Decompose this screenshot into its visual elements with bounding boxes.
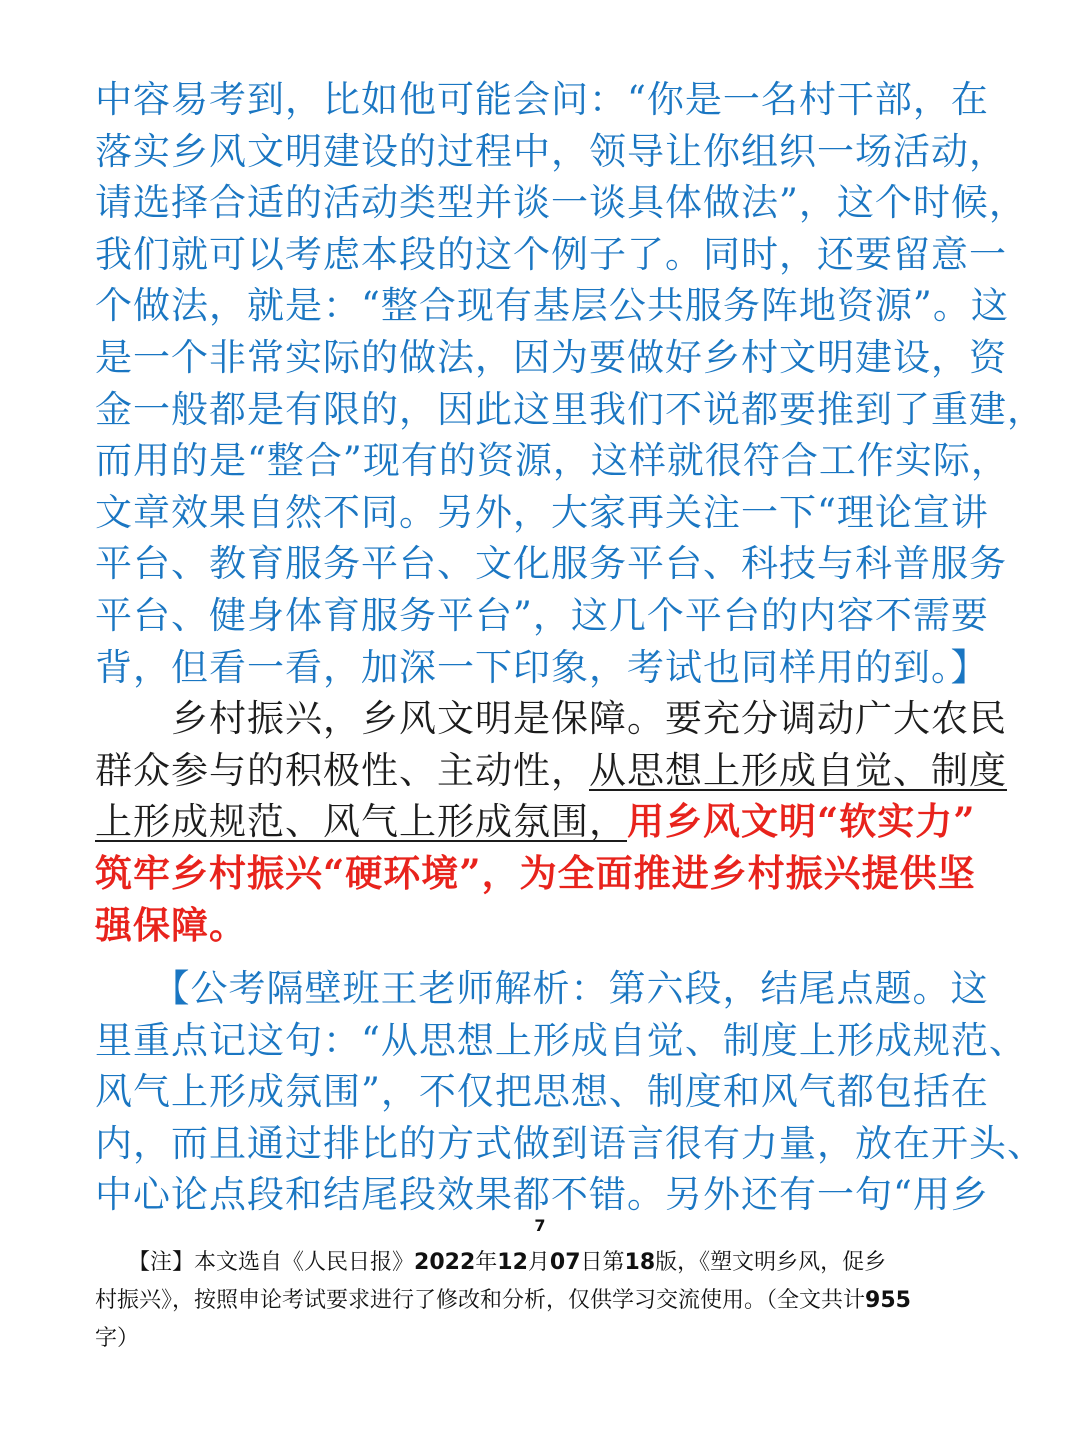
analysis-line: 是一个非常实际的做法，因为要做好乡村文明建设，资 bbox=[95, 335, 1007, 379]
underlined-key-sentence: 上形成规范、风气上形成氛围， bbox=[95, 800, 627, 844]
underlined-key-sentence: 从思想上形成自觉、制度 bbox=[589, 748, 1007, 792]
source-note bbox=[95, 1244, 987, 1358]
analysis-line: 请选择合适的活动类型并谈一谈具体做法”，这个时候， bbox=[95, 181, 1027, 225]
highlight-line: 筑牢乡村振兴“硬环境”，为全面推进乡村振兴提供坚 bbox=[95, 850, 976, 895]
analysis-paragraph-continued bbox=[95, 74, 1045, 693]
note-line: 村振兴》，按照申论考试要求进行了修改和分析，仅供学习交流使用。（全文共计955 bbox=[95, 1288, 911, 1313]
analysis-line: 文章效果自然不同。另外，大家再关注一下“理论宣讲 bbox=[95, 490, 989, 534]
note-prefix: 【注】本文选自《人民日报》 bbox=[95, 1250, 415, 1275]
note-edition: 18 bbox=[624, 1250, 656, 1275]
analysis-line: 【公考隔壁班王老师解析：第六段，结尾点题。这 bbox=[95, 967, 989, 1011]
highlight-line: 强保障。 bbox=[95, 902, 247, 947]
analysis-line: 内，而且通过排比的方式做到语言很有力量，放在开头、 bbox=[95, 1121, 1045, 1165]
body-line bbox=[95, 745, 1007, 797]
analysis-line: 背，但看一看，加深一下印象，考试也同样用的到。】 bbox=[95, 645, 989, 689]
paragraph-six bbox=[95, 693, 1007, 951]
note-word-count: 955 bbox=[865, 1288, 911, 1313]
note-day: 07 bbox=[549, 1250, 581, 1275]
note-year: 2022 bbox=[414, 1250, 476, 1275]
analysis-line: 金一般都是有限的，因此这里我们不说都要推到了重建， bbox=[95, 387, 1045, 431]
analysis-line: 我们就可以考虑本段的这个例子了。同时，还要留意一 bbox=[95, 232, 1007, 276]
analysis-line: 个做法，就是：“整合现有基层公共服务阵地资源”。这 bbox=[95, 284, 1009, 328]
note-line: 字） bbox=[95, 1326, 140, 1351]
analysis-line: 里重点记这句：“从思想上形成自觉、制度上形成规范、 bbox=[95, 1018, 1027, 1062]
body-line: 乡村振兴，乡风文明是保障。要充分调动广大农民 bbox=[95, 697, 1007, 741]
note-line: 【注】本文选自《人民日报》2022年12月07日第18版，《塑文明乡风，促乡 bbox=[95, 1250, 887, 1275]
note-month: 12 bbox=[497, 1250, 528, 1275]
highlight-sentence: 用乡风文明“软实力” bbox=[627, 799, 976, 844]
analysis-line: 落实乡风文明建设的过程中，领导让你组织一场活动， bbox=[95, 129, 1007, 173]
analysis-paragraph-six bbox=[95, 963, 1045, 1221]
page-number: 7 bbox=[534, 1216, 546, 1235]
analysis-line: 中心论点段和结尾段效果都不错。另外还有一句“用乡 bbox=[95, 1173, 989, 1217]
analysis-line: 平台、健身体育服务平台”，这几个平台的内容不需要 bbox=[95, 593, 989, 637]
body-line bbox=[95, 796, 987, 848]
body-text: 群众参与的积极性、主动性， bbox=[95, 748, 589, 792]
analysis-line: 而用的是“整合”现有的资源，这样就很符合工作实际， bbox=[95, 439, 1009, 483]
analysis-line: 风气上形成氛围”，不仅把思想、制度和风气都包括在 bbox=[95, 1070, 989, 1114]
analysis-line: 中容易考到，比如他可能会问：“你是一名村干部，在 bbox=[95, 78, 989, 121]
article-body bbox=[95, 74, 1045, 1221]
analysis-line: 平台、教育服务平台、文化服务平台、科技与科普服务 bbox=[95, 542, 1007, 586]
